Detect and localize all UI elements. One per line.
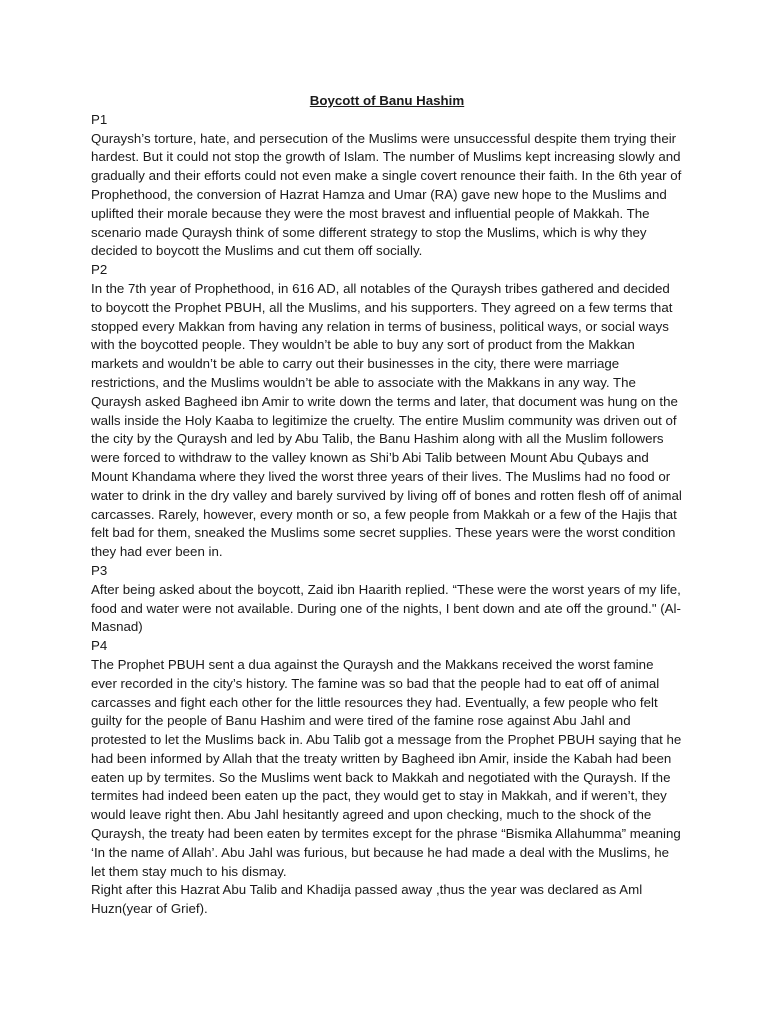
paragraph-p4: The Prophet PBUH sent a dua against the Quraysh and the Makkans received the worst famine ever recorded in the city’s history. The famine was so bad that the people had to eat off of animal carcasses and fight each other for the little resources they had. Eventually, a few people who felt guilty for the people of Banu Hashim and were tired of the famine rose against Abu Jahl and protested to let the Muslims back in. Abu Talib got a message from the Prophet PBUH saying that he had been informed by Allah that the treaty written by Bagheed ibn Amir, inside the Kabah had been eaten up by termites. So the Muslims went back to Makkah and negotiated with the Quraysh. If the termites had indeed been eaten up the pact, they would get to stay in Makkah, and if weren’t, they would leave right then. Abu Jahl hesitantly agreed and upon checking, much to the shock of the Quraysh, the treaty had been eaten by termites except for the phrase “Bismika Allahumma” meaning ‘In the name of Allah’. Abu Jahl was furious, but because he had made a deal with the Muslims, he let them stay much to his dismay.	[91, 656, 682, 879]
paragraph-label-p3: P3	[91, 562, 108, 578]
document-body	[91, 92, 683, 919]
paragraph-p1: Quraysh’s torture, hate, and persecution of the Muslims were unsuccessful despite them trying their hardest. But it could not stop the growth of Islam. The number of Muslims kept increasing slowly and gradually and their efforts could not even make a single covert renounce their faith. In the 6th year of Prophethood, the conversion of Hazrat Hamza and Umar (RA) gave new hope to the Muslims and uplifted their morale because they were the most bravest and influential people of Makkah. The scenario made Quraysh think of some different strategy to stop the Muslims, which is why they decided to boycott the Muslims and cut them off socially.	[91, 130, 682, 259]
paragraph-p3: After being asked about the boycott, Zaid ibn Haarith replied. “These were the worst years of my life, food and water were not available. During one of the nights, I bent down and ate off the ground." (Al- Masnad)	[91, 581, 681, 635]
paragraph-p2: In the 7th year of Prophethood, in 616 AD, all notables of the Quraysh tribes gathered and decided to boycott the Prophet PBUH, all the Muslims, and his supporters. They agreed on a few terms that stopped every Makkan from having any relation in terms of business, political ways, or social ways with the boycotted people. They wouldn’t be able to buy any sort of product from the Makkan markets and wouldn’t be able to carry out their businesses in the city, there were marriage restrictions, and the Muslims wouldn’t be able to associate with the Makkans in any way. The Quraysh asked Bagheed ibn Amir to write down the terms and later, that document was hung on the walls inside the Holy Kaaba to legitimize the cruelty. The entire Muslim community was driven out of the city by the Quraysh and led by Abu Talib, the Banu Hashim along with all the Muslim followers were forced to withdraw to the valley known as Shi’b Abi Talib between Mount Abu Qubays and Mount Khandama where they lived the worst three years of their lives. The Muslims had no food or water to drink in the dry valley and barely survived by living off of bones and rotten flesh off of animal carcasses. Rarely, however, every month or so, a few people from Makkah or a few of the Hajis that felt bad for them, sneaked the Muslims some secret supplies. These years were the worst condition they had ever been in.	[91, 280, 682, 560]
paragraph-label-p1: P1	[91, 111, 108, 127]
document-title: Boycott of Banu Hashim	[309, 93, 465, 108]
paragraph-label-p2: P2	[91, 262, 108, 278]
paragraph-p4-closing: Right after this Hazrat Abu Talib and Khadija passed away ,thus the year was declared as Aml Huzn(year of Grief).	[91, 882, 643, 917]
paragraph-label-p4: P4	[91, 638, 108, 654]
